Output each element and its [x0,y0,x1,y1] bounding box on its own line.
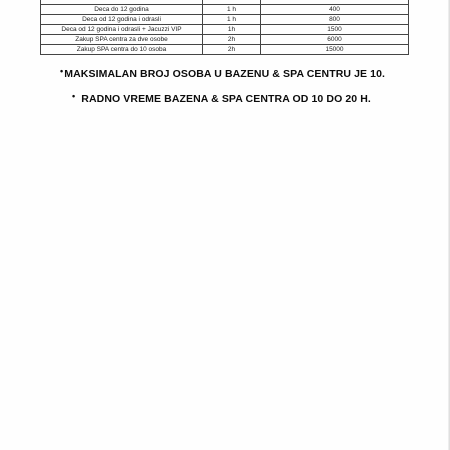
duration-cell: 1 h [203,15,261,25]
service-cell: Zakup SPA centra za dve osobe [41,35,203,45]
service-cell: Deca od 12 godina i odrasli [41,15,203,25]
table-row [41,15,409,25]
max-persons-text: MAKSIMALAN BROJ OSOBA U BAZENU & SPA CENTRU JE 10. [64,68,386,80]
table-row [41,45,409,55]
price-table [40,0,409,55]
bullet-icon: • [60,66,64,76]
duration-cell: 2h [203,35,261,45]
service-cell: Zakup SPA centra do 10 osoba [41,45,203,55]
service-cell: Deca do 12 godina [41,5,203,15]
table-row [41,35,409,45]
duration-cell: 1 h [203,5,261,15]
price-cell: 15000 [261,45,409,55]
table-row [41,25,409,35]
price-cell: 400 [261,5,409,15]
working-hours-note [72,91,371,105]
price-cell: 800 [261,15,409,25]
price-cell: 6000 [261,35,409,45]
service-cell: Deca od 12 godina i odrasli + Jacuzzi VIP [41,25,203,35]
max-persons-note [60,66,385,80]
price-cell: 1500 [261,25,409,35]
bullet-icon: • [72,91,76,101]
working-hours-text: RADNO VREME BAZENA & SPA CENTRA OD 10 DO 20 H. [81,93,371,105]
table-row [41,5,409,15]
duration-cell: 2h [203,45,261,55]
duration-cell: 1h [203,25,261,35]
